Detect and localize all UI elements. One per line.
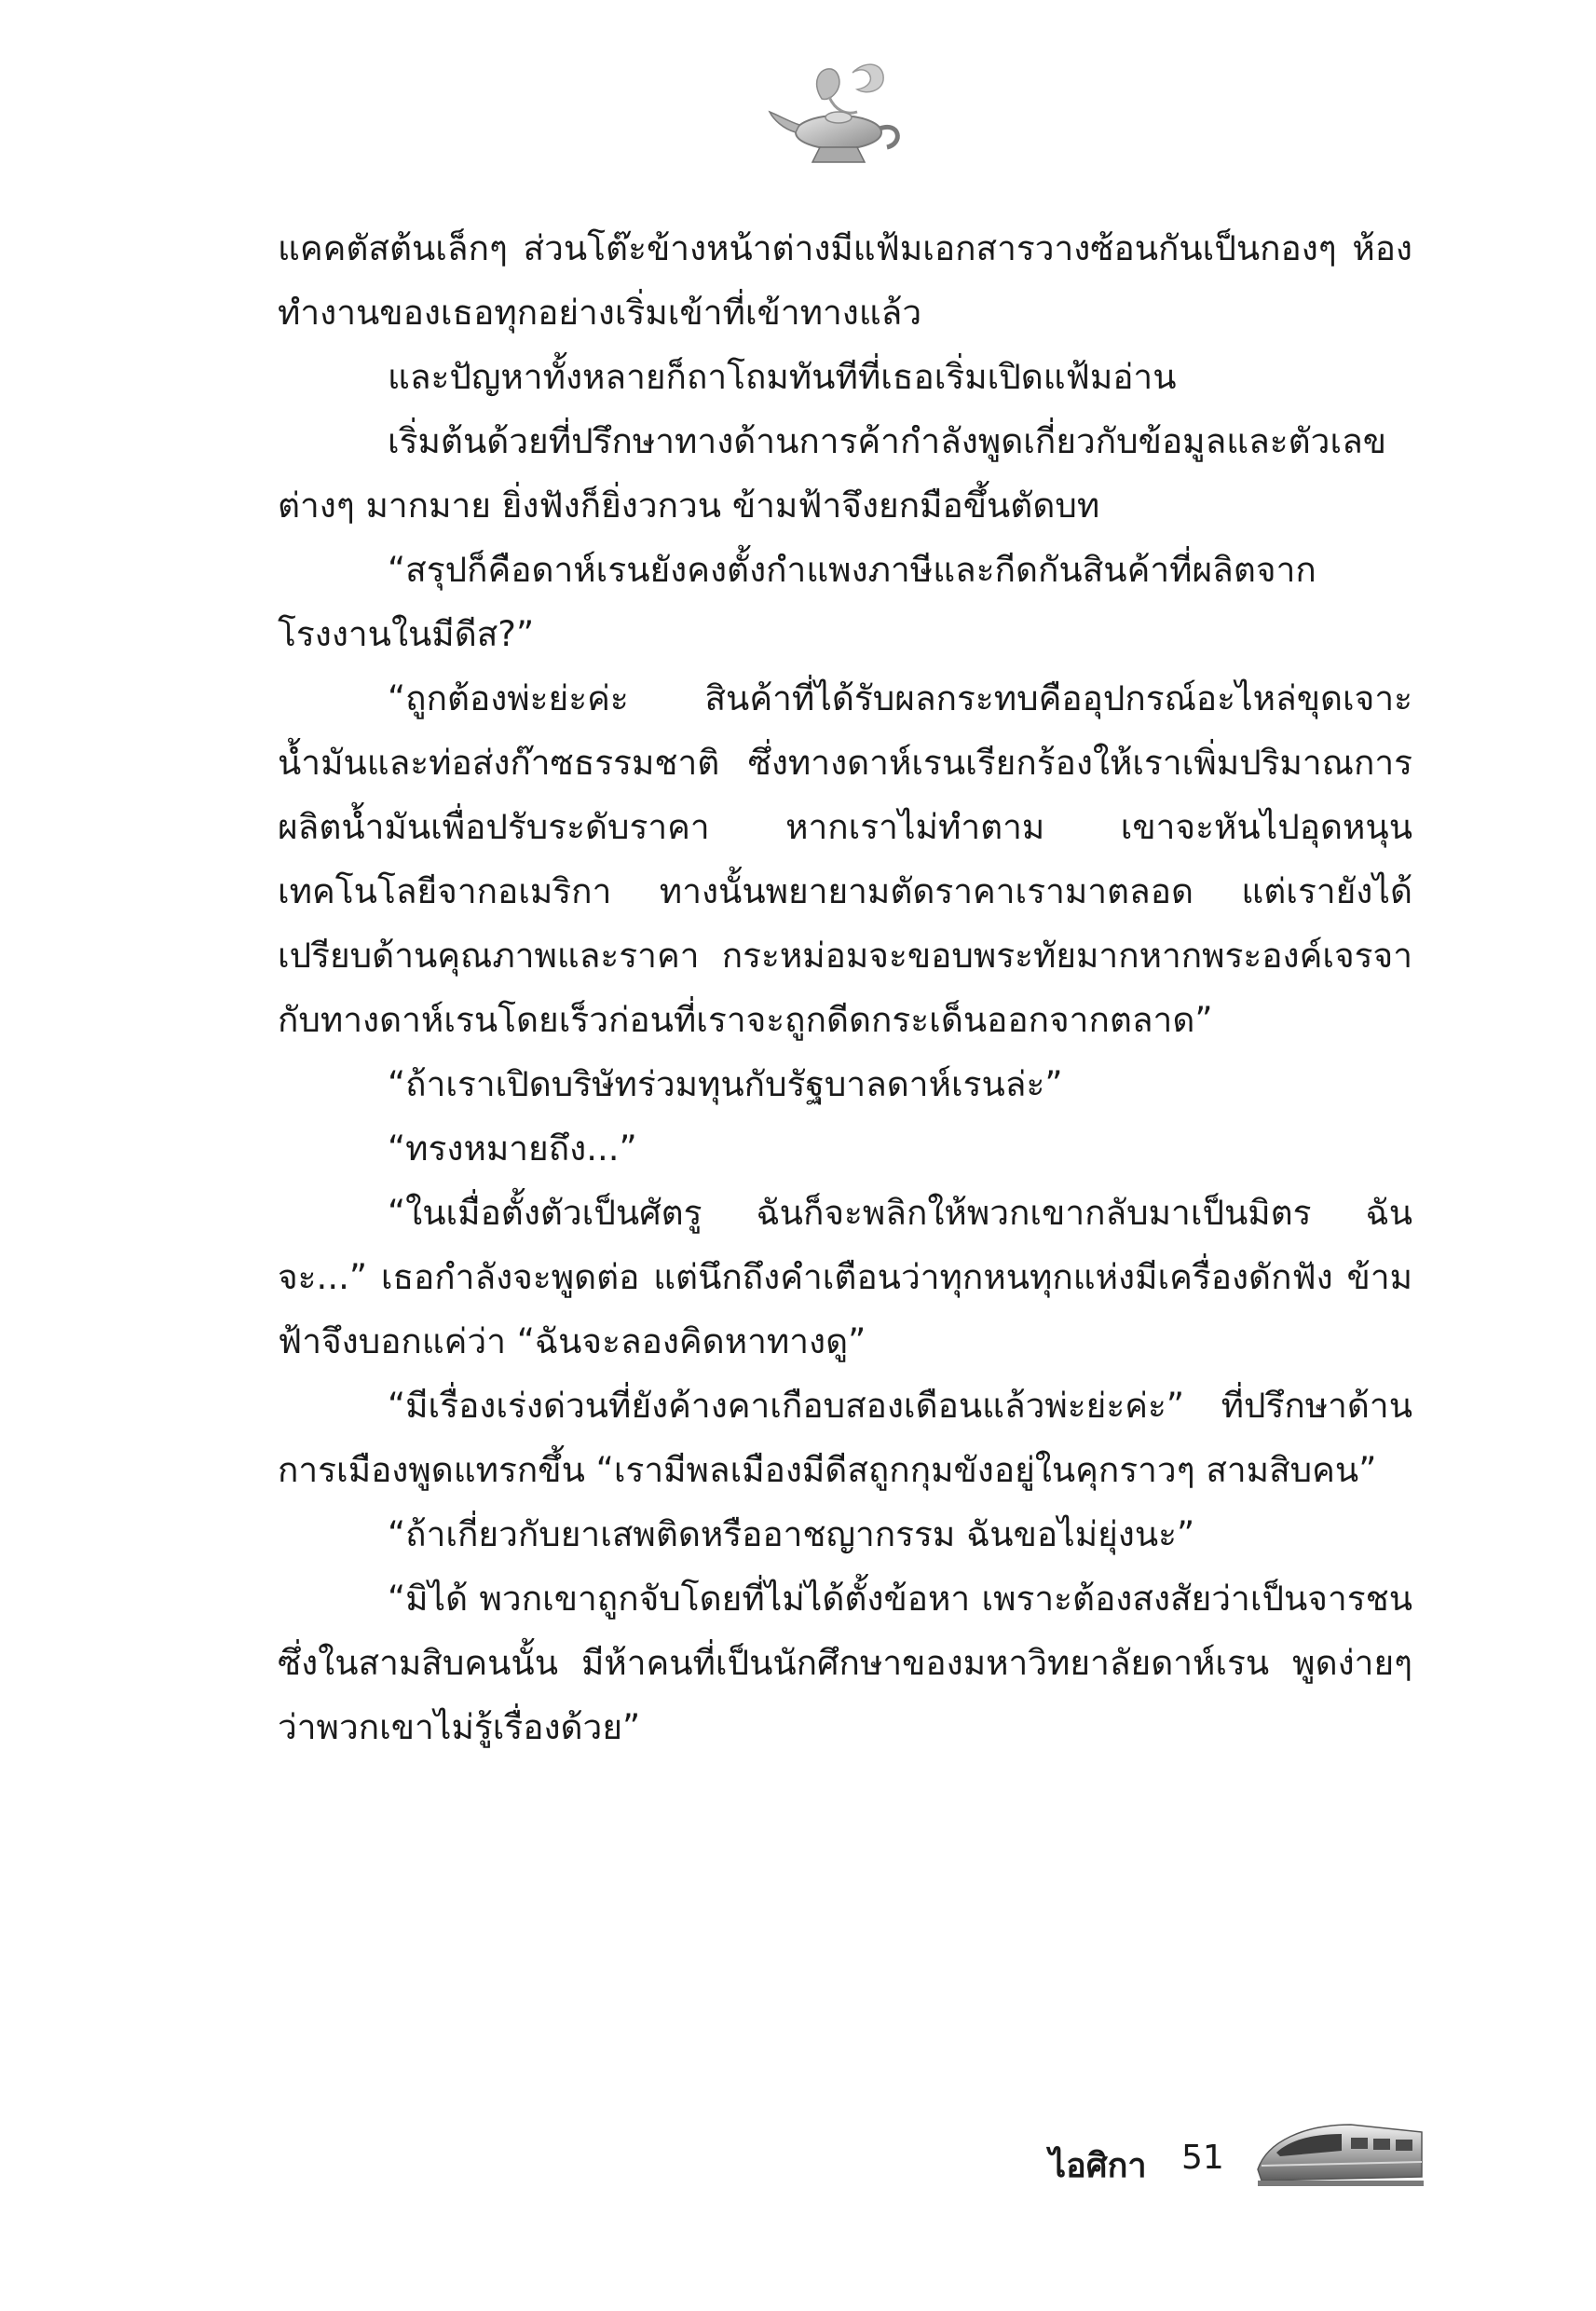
footer-author: ไอศิกา xyxy=(1049,2147,1147,2185)
paragraph: “มิได้ พวกเขาถูกจับโดยที่ไม่ได้ตั้งข้อหา เพราะต้องสงสัยว่าเป็นจารชน ซึ่งในสามสิบคนนั้น มีห้าคนที่เป็นนักศึกษาของมหาวิทยาลัยดาห์เรน พูดง่ายๆ ว่าพวกเขาไม่รู้เรื่องด้วย” xyxy=(278,1579,1412,1747)
genie-lamp-icon xyxy=(764,54,913,180)
paragraph: แคคตัสต้นเล็กๆ ส่วนโต๊ะข้างหน้าต่างมีแฟ้มเอกสารวางซ้อนกันเป็นกองๆ ห้องทำงานของเธอทุกอย่างเริ่มเข้าที่เข้าทางแล้ว xyxy=(278,228,1412,333)
body-text xyxy=(278,216,1412,1759)
paragraph: “มีเรื่องเร่งด่วนที่ยังค้างคาเกือบสองเดือนแล้วพ่ะย่ะค่ะ” ที่ปรึกษาด้านการเมืองพูดแทรกขึ้น “เรามีพลเมืองมีดีสถูกกุมขังอยู่ในคุกราวๆ สามสิบคน” xyxy=(278,1386,1412,1490)
paragraph: “ถ้าเราเปิดบริษัทร่วมทุนกับรัฐบาลดาห์เรนล่ะ” xyxy=(388,1064,1063,1104)
paragraph: “ถ้าเกี่ยวกับยาเสพติดหรืออาชญากรรม ฉันขอไม่ยุ่งนะ” xyxy=(388,1514,1195,1554)
paragraph: “สรุปก็คือดาห์เรนยังคงตั้งกำแพงภาษีและกีดกันสินค้าที่ผลิตจากโรงงานในมีดีส?” xyxy=(278,550,1316,654)
paragraph: “ถูกต้องพ่ะย่ะค่ะ สินค้าที่ได้รับผลกระทบคืออุปกรณ์อะไหล่ขุดเจาะน้ำมันและท่อส่งก๊าซธรรมชาติ ซึ่งทางดาห์เรนเรียกร้องให้เราเพิ่มปริมาณการผลิตน้ำมันเพื่อปรับระดับราคา หากเราไม่ทำตาม เขาจะหันไปอุดหนุนเทคโนโลยีจากอเมริกา ทางนั้นพยายามตัดราคาเรามาตลอด แต่เรายังได้เปรียบด้านคุณภาพและราคา กระหม่อมจะขอบพระทัยมากหากพระองค์เจรจากับทางดาห์เรนโดยเร็วก่อนที่เราจะถูกดีดกระเด็นออกจากตลาด” xyxy=(278,678,1412,1040)
paragraph: และปัญหาทั้งหลายก็ถาโถมทันทีที่เธอเริ่มเปิดแฟ้มอ่าน xyxy=(388,357,1177,397)
paragraph: “ในเมื่อตั้งตัวเป็นศัตรู ฉันก็จะพลิกให้พวกเขากลับมาเป็นมิตร ฉันจะ...” เธอกำลังจะพูดต่อ แต่นึกถึงคำเตือนว่าทุกหนทุกแห่งมีเครื่องดักฟัง ข้ามฟ้าจึงบอกแค่ว่า “ฉันจะลองคิดหาทางดู” xyxy=(278,1193,1412,1361)
paragraph: “ทรงหมายถึง...” xyxy=(388,1128,637,1169)
page-number: 51 xyxy=(1181,2139,1224,2177)
train-icon xyxy=(1248,2104,1425,2197)
paragraph: เริ่มต้นด้วยที่ปรึกษาทางด้านการค้ากำลังพูดเกี่ยวกับข้อมูลและตัวเลขต่างๆ มากมาย ยิ่งฟังก็ยิ่งวกวน ข้ามฟ้าจึงยกมือขึ้นตัดบท xyxy=(278,421,1387,526)
